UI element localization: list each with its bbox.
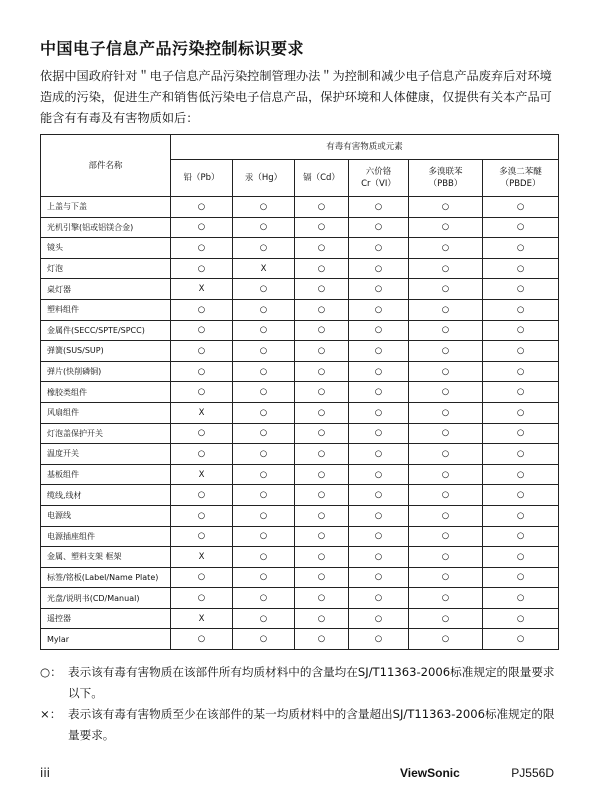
substance-mark-cell: ○ [349, 217, 409, 238]
table-row [41, 526, 559, 547]
substance-mark-cell: ○ [483, 258, 559, 279]
intro-paragraph: 依据中国政府针对＂电子信息产品污染控制管理办法＂为控制和减少电子信息产品废弃后对环境造成的污染，促进生产和销售低污染电子信息产品，保护环境和人体健康，仅提供有关本产品可能含有有毒及有害物质如后： [40, 69, 552, 125]
substance-mark-cell: ○ [483, 382, 559, 403]
substance-mark-cell: X [233, 258, 295, 279]
substance-mark-cell: ○ [483, 423, 559, 444]
substance-mark-cell: ○ [349, 423, 409, 444]
substance-mark-cell: ○ [409, 341, 483, 362]
substance-mark-cell: ○ [483, 464, 559, 485]
substance-header [483, 160, 559, 197]
substance-mark-cell: ○ [295, 197, 349, 218]
table-row [41, 320, 559, 341]
substance-mark-cell: ○ [409, 279, 483, 300]
table-row [41, 444, 559, 465]
substance-mark-cell: ○ [483, 485, 559, 506]
substance-mark-cell: ○ [483, 547, 559, 568]
substance-mark-cell: ○ [171, 382, 233, 403]
substance-mark-cell: ○ [171, 217, 233, 238]
substance-mark-cell: ○ [409, 629, 483, 650]
substance-mark-cell: ○ [483, 608, 559, 629]
substance-mark-cell: ○ [171, 361, 233, 382]
substance-mark-cell: ○ [349, 526, 409, 547]
substance-mark-cell: X [171, 279, 233, 300]
substance-mark-cell: ○ [295, 238, 349, 259]
table-row [41, 402, 559, 423]
page-number: iii [40, 766, 51, 780]
part-name-cell: 温度开关 [41, 444, 171, 465]
substance-mark-cell: ○ [171, 588, 233, 609]
substance-mark-cell: ○ [233, 547, 295, 568]
substance-mark-cell: ○ [483, 505, 559, 526]
substance-mark-cell: ○ [233, 197, 295, 218]
substance-mark-cell: ○ [349, 341, 409, 362]
substance-mark-cell: ○ [233, 217, 295, 238]
table-row [41, 423, 559, 444]
substance-mark-cell: ○ [233, 444, 295, 465]
substance-mark-cell: ○ [483, 588, 559, 609]
substance-mark-cell: ○ [171, 197, 233, 218]
substance-mark-cell: ○ [233, 608, 295, 629]
substance-mark-cell: ○ [409, 444, 483, 465]
substance-mark-cell: ○ [483, 217, 559, 238]
substance-mark-cell: ○ [409, 299, 483, 320]
substance-mark-cell: ○ [171, 320, 233, 341]
substance-mark-cell: ○ [409, 382, 483, 403]
circle-symbol: ○： [40, 665, 62, 679]
part-name-cell: 光机引擎(铝或铝镁合金) [41, 217, 171, 238]
note-exceeds [40, 704, 562, 746]
note-text: 表示该有毒有害物质至少在该部件的某一均质材料中的含量超出SJ/T11363-2006标准规定的限量要求。 [68, 707, 555, 742]
substance-mark-cell: ○ [295, 485, 349, 506]
substance-mark-cell: ○ [409, 608, 483, 629]
substance-mark-cell: ○ [171, 567, 233, 588]
substance-mark-cell: ○ [349, 464, 409, 485]
substance-mark-cell: ○ [409, 402, 483, 423]
part-name-cell: 遥控器 [41, 608, 171, 629]
substance-mark-cell: ○ [233, 382, 295, 403]
substance-name: 六价铬 [365, 167, 392, 177]
substance-mark-cell: ○ [349, 258, 409, 279]
substance-symbol: （PBB） [428, 179, 463, 189]
substance-mark-cell: ○ [483, 444, 559, 465]
part-name-cell: 光盘/说明书(CD/Manual) [41, 588, 171, 609]
page-title: 中国电子信息产品污染控制标识要求 [40, 39, 305, 58]
part-name-cell: 桌灯器 [41, 279, 171, 300]
substance-mark-cell: ○ [171, 258, 233, 279]
table-row [41, 629, 559, 650]
table-row [41, 588, 559, 609]
substance-mark-cell: ○ [483, 402, 559, 423]
substance-mark-cell: ○ [349, 567, 409, 588]
part-name-cell: Mylar [41, 629, 171, 650]
substance-mark-cell: ○ [349, 197, 409, 218]
substance-header [349, 160, 409, 197]
notes [40, 662, 562, 746]
substance-mark-cell: ○ [295, 341, 349, 362]
model-number: PJ556D [511, 766, 554, 780]
substance-mark-cell: ○ [295, 547, 349, 568]
substance-name: 多溴二苯醚 [499, 167, 542, 177]
page-footer [40, 766, 556, 782]
substance-mark-cell: ○ [295, 382, 349, 403]
note-compliant [40, 662, 562, 704]
part-name-cell: 灯泡盖保护开关 [41, 423, 171, 444]
part-name-cell: 缆线,线材 [41, 485, 171, 506]
substance-mark-cell: ○ [409, 485, 483, 506]
substance-name: 汞（Hg） [244, 173, 283, 183]
substance-symbol: （PBDE） [500, 179, 541, 189]
substance-mark-cell: ○ [171, 299, 233, 320]
substance-mark-cell: ○ [233, 526, 295, 547]
substance-mark-cell: ○ [171, 485, 233, 506]
substance-group-header: 有毒有害物质或元素 [171, 135, 559, 160]
substance-mark-cell: ○ [349, 382, 409, 403]
part-name-cell: 上盖与下盖 [41, 197, 171, 218]
part-name-cell: 标签/铭板(Label/Name Plate) [41, 567, 171, 588]
substance-mark-cell: ○ [483, 279, 559, 300]
substance-mark-cell: ○ [295, 402, 349, 423]
substance-mark-cell: ○ [233, 402, 295, 423]
substance-name: 镉（Cd） [303, 173, 340, 183]
substance-mark-cell: ○ [171, 423, 233, 444]
table-row [41, 258, 559, 279]
substance-mark-cell: ○ [233, 588, 295, 609]
table-row [41, 238, 559, 259]
substance-mark-cell: ○ [295, 608, 349, 629]
substance-mark-cell: ○ [409, 361, 483, 382]
substance-mark-cell: ○ [295, 526, 349, 547]
part-name-cell: 金属件(SECC/SPTE/SPCC) [41, 320, 171, 341]
substance-mark-cell: ○ [295, 423, 349, 444]
substance-mark-cell: ○ [171, 444, 233, 465]
substance-mark-cell: ○ [233, 238, 295, 259]
table-row [41, 341, 559, 362]
substance-symbol: Cr（VI） [361, 179, 396, 189]
substance-mark-cell: ○ [295, 505, 349, 526]
substance-mark-cell: ○ [295, 361, 349, 382]
part-name-cell: 金属、塑料支架 框架 [41, 547, 171, 568]
substance-mark-cell: ○ [483, 526, 559, 547]
table-row [41, 505, 559, 526]
substance-mark-cell: X [171, 402, 233, 423]
substance-mark-cell: ○ [349, 361, 409, 382]
substance-mark-cell: ○ [295, 258, 349, 279]
substance-mark-cell: ○ [349, 608, 409, 629]
part-name-cell: 风扇组件 [41, 402, 171, 423]
substance-header [295, 160, 349, 197]
substance-mark-cell: ○ [295, 299, 349, 320]
substance-header [409, 160, 483, 197]
substance-mark-cell: ○ [349, 588, 409, 609]
substance-mark-cell: ○ [409, 423, 483, 444]
substance-mark-cell: ○ [233, 505, 295, 526]
substance-mark-cell: ○ [171, 526, 233, 547]
substance-mark-cell: ○ [409, 526, 483, 547]
substance-mark-cell: ○ [409, 320, 483, 341]
part-name-cell: 塑料组件 [41, 299, 171, 320]
part-name-cell: 弹片(快削磷铜) [41, 361, 171, 382]
substance-mark-cell: ○ [171, 505, 233, 526]
substance-mark-cell: ○ [409, 547, 483, 568]
part-name-cell: 弹簧(SUS/SUP) [41, 341, 171, 362]
substance-mark-cell: X [171, 547, 233, 568]
substance-name: 多溴联苯 [428, 167, 463, 177]
substance-mark-cell: ○ [483, 197, 559, 218]
substance-mark-cell: ○ [349, 444, 409, 465]
part-name-cell: 镜头 [41, 238, 171, 259]
substance-mark-cell: ○ [295, 279, 349, 300]
table-row [41, 361, 559, 382]
part-name-cell: 橡胶类组件 [41, 382, 171, 403]
substance-mark-cell: ○ [409, 258, 483, 279]
substance-mark-cell: ○ [349, 485, 409, 506]
substance-mark-cell: X [171, 608, 233, 629]
substance-mark-cell: ○ [483, 567, 559, 588]
cross-symbol: ×： [40, 707, 62, 721]
substance-mark-cell: ○ [409, 505, 483, 526]
table-row [41, 485, 559, 506]
substance-mark-cell: ○ [409, 217, 483, 238]
substance-mark-cell: ○ [233, 299, 295, 320]
substance-mark-cell: ○ [295, 464, 349, 485]
substance-mark-cell: ○ [295, 588, 349, 609]
substance-mark-cell: ○ [233, 423, 295, 444]
substance-mark-cell: ○ [409, 588, 483, 609]
substance-mark-cell: ○ [233, 279, 295, 300]
part-name-header: 部件名称 [41, 135, 171, 197]
table-row [41, 279, 559, 300]
substance-mark-cell: ○ [295, 217, 349, 238]
substance-mark-cell: ○ [233, 361, 295, 382]
substance-mark-cell: ○ [349, 299, 409, 320]
table-row [41, 567, 559, 588]
substance-mark-cell: ○ [349, 238, 409, 259]
substance-mark-cell: ○ [233, 320, 295, 341]
substance-mark-cell: ○ [233, 464, 295, 485]
substance-mark-cell: ○ [295, 444, 349, 465]
part-name-cell: 灯泡 [41, 258, 171, 279]
substance-mark-cell: ○ [171, 629, 233, 650]
table-row [41, 547, 559, 568]
part-name-cell: 基板组件 [41, 464, 171, 485]
substance-mark-cell: ○ [171, 238, 233, 259]
hazardous-substance-table [40, 134, 559, 650]
substance-mark-cell: ○ [349, 629, 409, 650]
substance-mark-cell: ○ [349, 279, 409, 300]
substance-mark-cell: ○ [349, 402, 409, 423]
table-row [41, 382, 559, 403]
substance-mark-cell: ○ [483, 341, 559, 362]
substance-mark-cell: ○ [483, 299, 559, 320]
substance-header [171, 160, 233, 197]
substance-mark-cell: ○ [295, 320, 349, 341]
substance-mark-cell: ○ [233, 485, 295, 506]
table-row [41, 217, 559, 238]
substance-mark-cell: ○ [409, 567, 483, 588]
substance-mark-cell: ○ [349, 505, 409, 526]
table-row [41, 197, 559, 218]
substance-mark-cell: ○ [409, 197, 483, 218]
table-row [41, 464, 559, 485]
substance-mark-cell: ○ [233, 629, 295, 650]
table-row [41, 299, 559, 320]
substance-mark-cell: ○ [409, 464, 483, 485]
substance-mark-cell: ○ [483, 361, 559, 382]
table-row [41, 608, 559, 629]
substance-mark-cell: ○ [171, 341, 233, 362]
substance-mark-cell: ○ [295, 567, 349, 588]
substance-mark-cell: ○ [409, 238, 483, 259]
brand-name: ViewSonic [400, 766, 460, 780]
substance-mark-cell: X [171, 464, 233, 485]
substance-mark-cell: ○ [233, 567, 295, 588]
substance-mark-cell: ○ [483, 629, 559, 650]
substance-mark-cell: ○ [349, 320, 409, 341]
substance-mark-cell: ○ [349, 547, 409, 568]
substance-mark-cell: ○ [233, 341, 295, 362]
substance-mark-cell: ○ [295, 629, 349, 650]
substance-name: 铅（Pb） [183, 173, 220, 183]
note-text: 表示该有毒有害物质在该部件所有均质材料中的含量均在SJ/T11363-2006标准规定的限量要求以下。 [68, 665, 555, 700]
substance-header [233, 160, 295, 197]
substance-mark-cell: ○ [483, 320, 559, 341]
part-name-cell: 电源线 [41, 505, 171, 526]
part-name-cell: 电源插座组件 [41, 526, 171, 547]
substance-mark-cell: ○ [483, 238, 559, 259]
